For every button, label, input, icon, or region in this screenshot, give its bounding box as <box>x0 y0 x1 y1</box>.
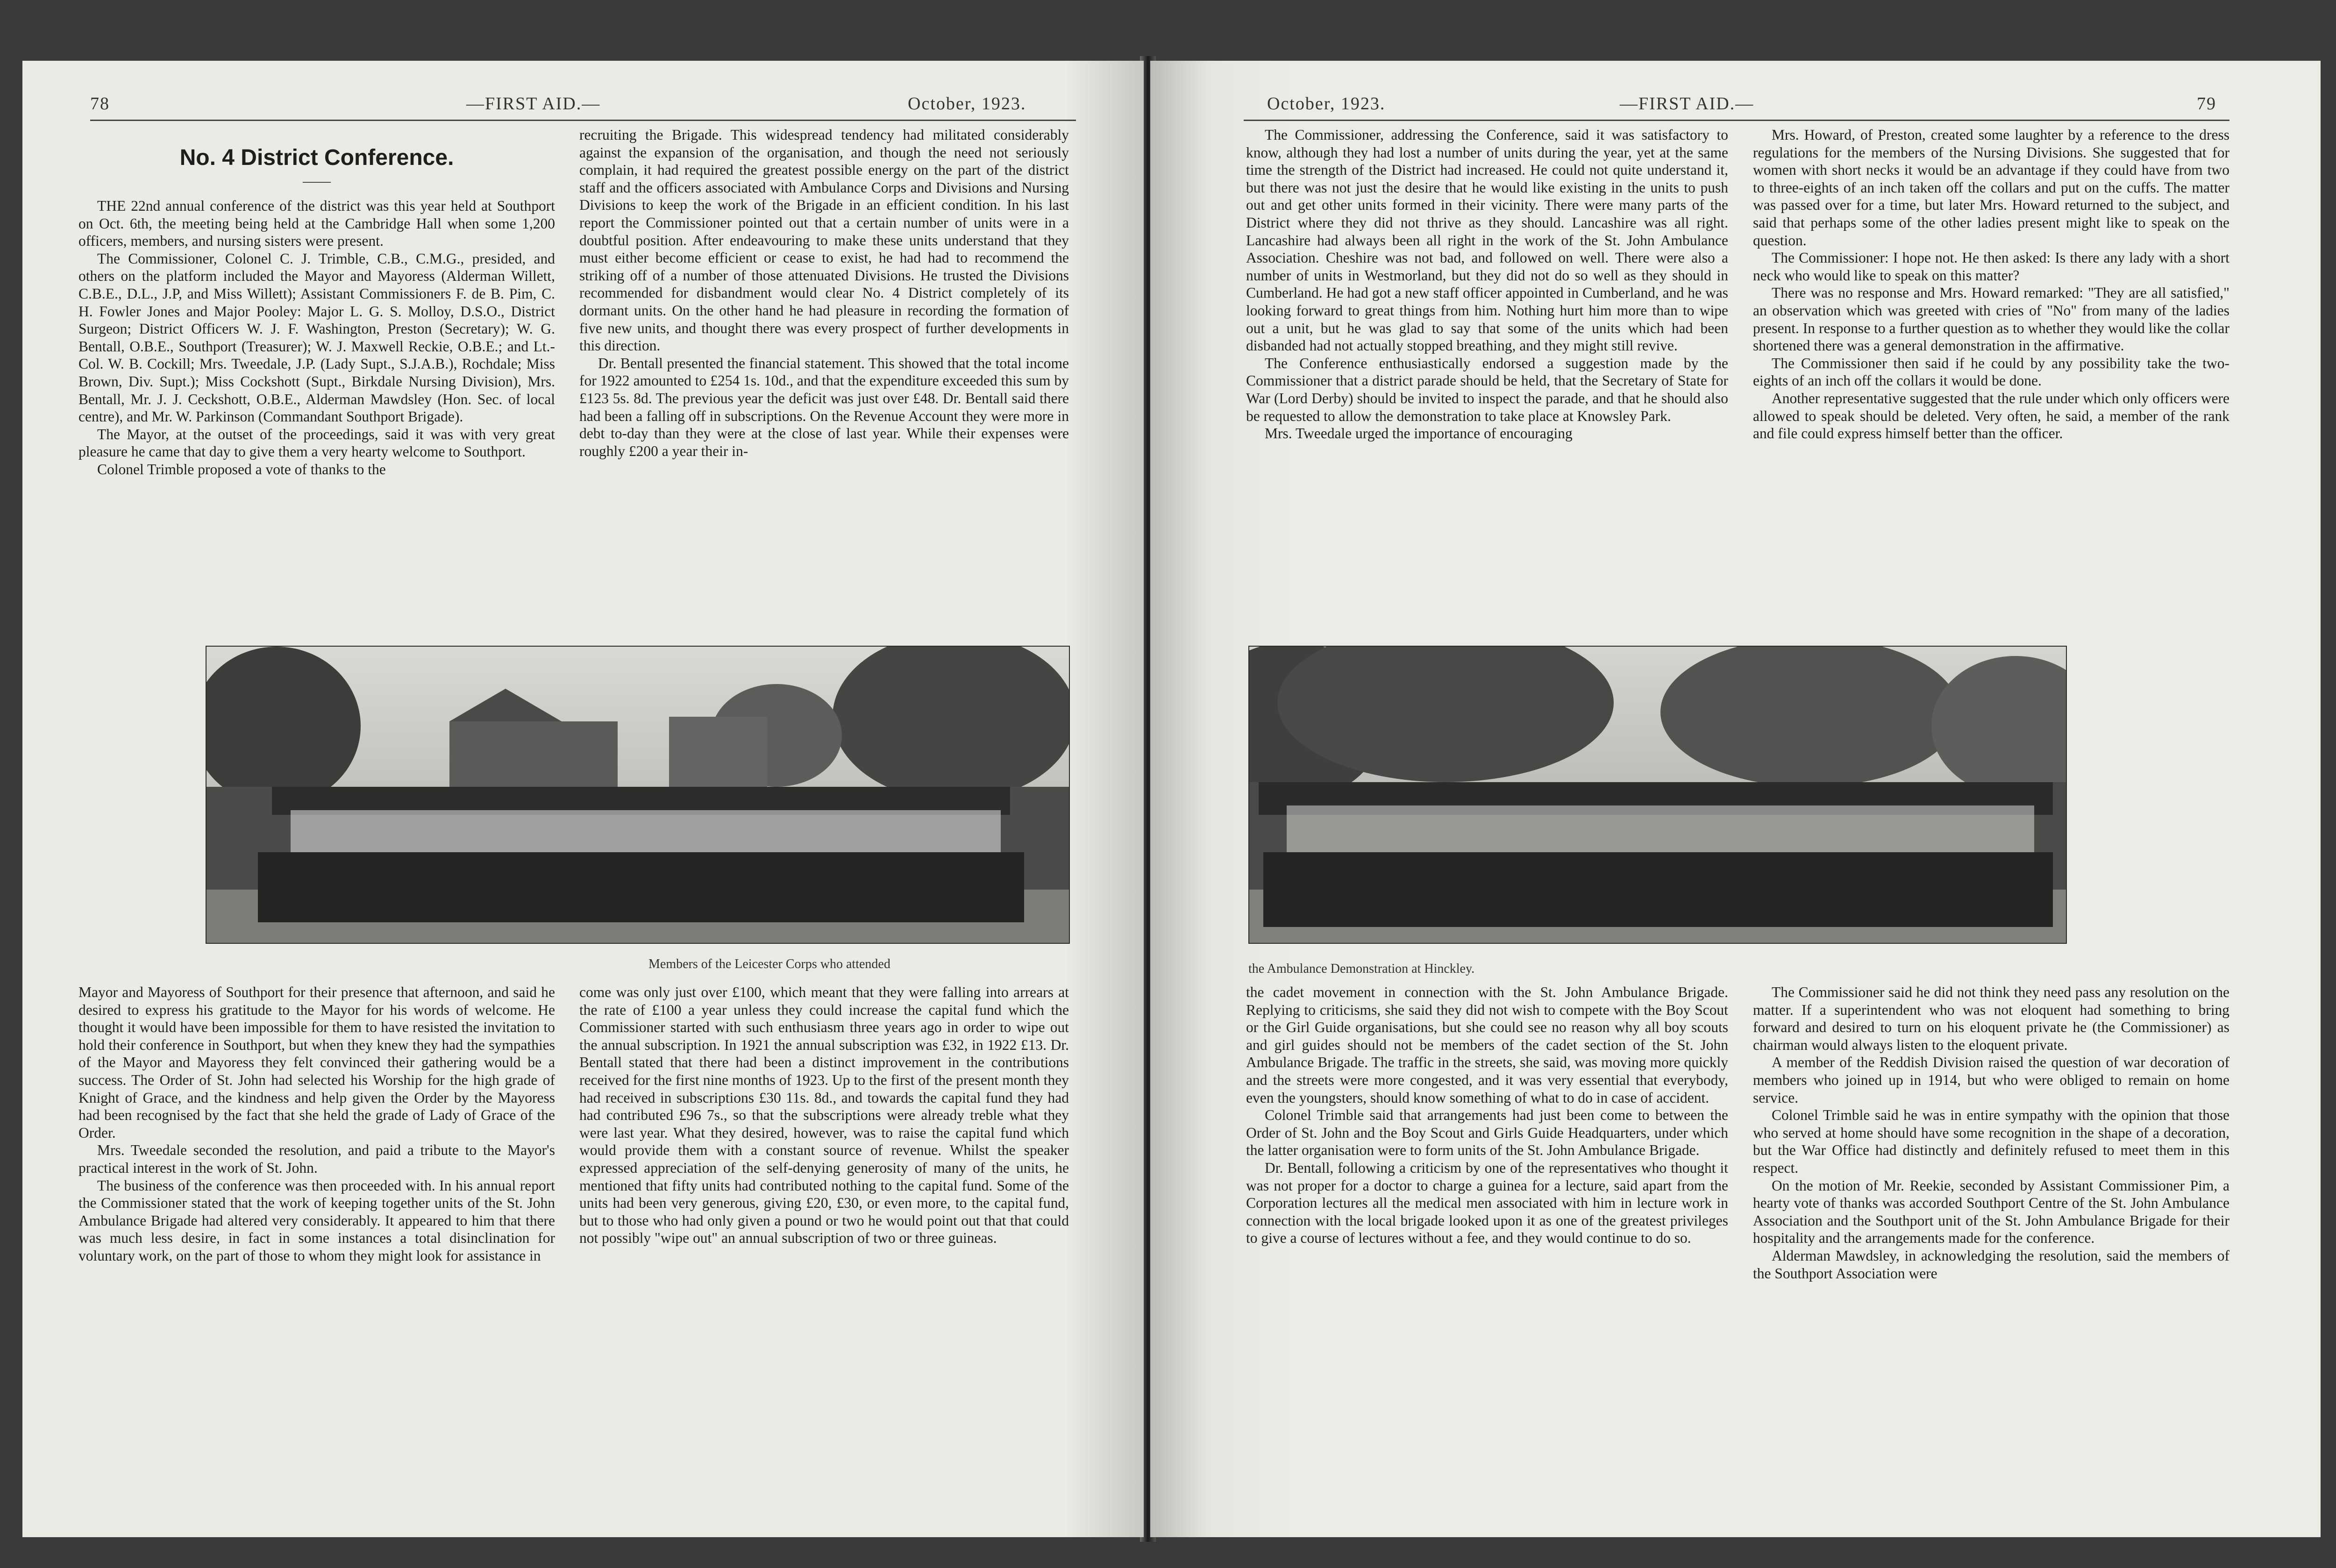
right-column-2-bottom <box>1753 984 2229 1282</box>
paragraph: The Commissioner said he did not think they need pass any resolution on the matter. If a superintendent who was not eloquent had something to bring forward and desired to turn on his eloquent private he (the Commissioner) as chairman would always listen to the eloquent private. <box>1753 984 2229 1053</box>
paragraph: recruiting the Brigade. This widespread tendency had militated considerably against the expansion of the organisation, and though the need not seriously complain, it had required the greatest possible energy on the part of the district staff and the officers associated with Ambulance Corps and Divisions and Nursing Divisions to keep the work of the Brigade in an efficient condition. In his last report the Commissioner pointed out that a certain number of units were in a doubtful position. After endeavouring to make these units understand that they must either become efficient or cease to exist, he had had to recommend the striking off of a number of those attenuated Divisions. He trusted the Divisions recommended for disbandment would clear No. 4 District completely of its dormant units. On the other hand he had pleasure in recording the formation of five new units, and thought there was every prospect of further developments in this direction. <box>579 127 1069 354</box>
running-title: —FIRST AID.— <box>1620 94 1754 114</box>
paragraph: The Conference enthusiastically endorsed a suggestion made by the Commissioner that a district parade should be held, that the Secretary of State for War (Lord Derby) should be invited to inspect the parade, and that he should also be requested to allow the demonstration to take place at Knowsley Park. <box>1246 355 1728 424</box>
left-column-1-top <box>78 140 555 478</box>
paragraph: Alderman Mawdsley, in acknowledging the resolution, said the members of the Southport Association were <box>1753 1247 2229 1282</box>
paragraph: A member of the Reddish Division raised the question of war decoration of members who joined up in 1914, but who were obliged to remain on home service. <box>1753 1054 2229 1106</box>
issue-date: October, 1923. <box>1267 94 1386 114</box>
paragraph: Dr. Bentall presented the financial statement. This showed that the total income for 1922 amounted to £254 1s. 10d., and that the expenditure exceeded this sum by £123 5s. 8d. The previous year the deficit was just over £48. Dr. Bentall said there had been a falling off in subscriptions. On the Revenue Account they were more in debt to-day than they were at the close of last year. While their expenses were roughly £200 a year their in- <box>579 355 1069 459</box>
article-title: No. 4 District Conference. <box>179 145 454 170</box>
left-column-1-bottom <box>78 984 555 1265</box>
left-column-2-bottom <box>579 984 1069 1247</box>
paragraph: Colonel Trimble said he was in entire sympathy with the opinion that those who served at home should have some recognition in the shape of a decoration, but the War Office had distinctly and definitely refused to meet them in this respect. <box>1753 1107 2229 1176</box>
paragraph: THE 22nd annual conference of the district was this year held at Southport on Oct. 6th, the meeting being held at the Cambridge Hall when some 1,200 officers, members, and nursing sisters were present. <box>78 198 555 249</box>
header-rule <box>1244 120 2229 121</box>
paragraph: Colonel Trimble said that arrangements had just been come to between the Order of St. John and the Boy Scout and Girls Guide Headquarters, under which the latter organisation were to form units of the St. John Ambulance Brigade. <box>1246 1107 1728 1159</box>
left-column-2-top <box>579 126 1069 460</box>
paragraph: come was only just over £100, which meant that they were falling into arrears at the rate of £100 a year unless they could increase the capital fund which the Commissioner started with such enthusiasm three years ago in order to wipe out the annual subscription. In 1921 the annual subscription was £32, in 1922 £13. Dr. Bentall stated that there had been a distinct improvement in the contributions received for the first nine months of 1923. Up to the first of the present month they had received in subscriptions £30 11s. 8d., and towards the capital fund they had had contributed £96 7s., so that the subscriptions were already treble what they were last year. What they desired, however, was to raise the capital fund which would provide them with a constant source of revenue. Whilst the speaker expressed appreciation of the self-denying generosity of many of the units, he mentioned that fifty units had contributed nothing to the capital fund. Some of the units had been very generous, giving £20, £30, or even more, to the capital fund, but to those who had only given a pound or two he would point out that that could not possibly "wipe out" an annual subscription of two or three guineas. <box>579 984 1069 1247</box>
paragraph: The Mayor, at the outset of the proceedings, said it was with very great pleasure he came that day to give them a very hearty welcome to Southport. <box>78 426 555 460</box>
left-page <box>22 61 1144 1537</box>
paragraph: The Commissioner: I hope not. He then asked: Is there any lady with a short neck who would like to speak on this matter? <box>1753 249 2229 284</box>
right-column-1-top <box>1246 126 1728 442</box>
right-column-1-bottom <box>1246 984 1728 1247</box>
title-rule: —— <box>303 173 331 189</box>
paragraph: The Commissioner, addressing the Conference, said it was satisfactory to know, although they had lost a number of units during the year, yet at the same time the strength of the District had increased. He could not quite understand it, but there was not just the desire that he would like existing in the units to push out and get other units formed in their vicinity. There were many parts of the District where they did not thrive as they should. Lancashire was all right. Lancashire had always been all right in the work of the St. John Ambulance Association. Cheshire was not bad, and followed on well. There were also a number of units in Westmorland, but they did not do so well as they should in Cumberland. He had got a new staff officer appointed in Cumberland, and he was looking forward to great things from him. Nothing hurt him more than to wipe out a unit, but he was glad to say that some of the units which had been disbanded had not actually stopped breathing, and they might still revive. <box>1246 127 1728 354</box>
paragraph: There was no response and Mrs. Howard remarked: "They are all satisfied," an observation which was greeted with cries of "No" from many of the ladies present. In response to a further question as to whether they would like the collar shortened there was a general demonstration in the affirmative. <box>1753 285 2229 354</box>
paragraph: Another representative suggested that the rule under which only officers were allowed to speak should be deleted. Very often, he said, a member of the rank and file could express himself better than the officer. <box>1753 390 2229 442</box>
paragraph: The business of the conference was then proceeded with. In his annual report the Commissioner stated that the work of keeping together units of the St. John Ambulance Brigade had altered very considerably. It appeared to him that there was much less desire, in fact in some instances a total disinclination for voluntary work, on the part of those to whom they might look for assistance in <box>78 1177 555 1264</box>
page-number: 78 <box>90 94 110 114</box>
paragraph: The Commissioner then said if he could by any possibility take the two-eights of an inch off the collars it would be done. <box>1753 355 2229 389</box>
paragraph: On the motion of Mr. Reekie, seconded by Assistant Commissioner Pim, a hearty vote of thanks was accorded Southport Centre of the St. John Ambulance Association and the Southport unit of the St. John Ambulance Brigade for their hospitality and the arrangements made for the conference. <box>1753 1177 2229 1247</box>
photo-caption-left: Members of the Leicester Corps who attended <box>648 957 890 971</box>
photo-caption-right: the Ambulance Demonstration at Hinckley. <box>1248 962 1475 976</box>
paragraph: The Commissioner, Colonel C. J. Trimble, C.B., C.M.G., presided, and others on the platform included the Mayor and Mayoress (Alderman Willett, C.B.E., D.L., J.P, and Miss Willett); Assistant Commissioners F. de B. Pim, C. H. Fowler Jones and Major Pooley: Major L. G. S. Molloy, D.S.O., District Surgeon; District Officers W. J. F. Washington, Preston (Secretary); W. G. Bentall, O.B.E., Southport (Treasurer); W. J. Maxwell Reckie, O.B.E.; and Lt.-Col. W. B. Cockill; Mrs. Tweedale, J.P. (Lady Supt., S.J.A.B.), Rochdale; Miss Brown, Div. Supt.); Miss Cockshott (Supt., Birkdale Nursing Division), Mrs. Bentall, Mr. J. J. Ceckshott, O.B.E., Alderman Mawdsley (Hon. Sec. of local centre), and Mr. W. Parkinson (Commandant Southport Brigade). <box>78 250 555 425</box>
paragraph: Mrs. Howard, of Preston, created some laughter by a reference to the dress regulations for the members of the Nursing Divisions. She suggested that for women with short necks it would be an advantage if they could have from two to three-eights of an inch taken off the collars and put on the cuffs. The matter was passed over for a time, but later Mrs. Howard returned to the subject, and said that perhaps some of the other ladies present might like to speak on the question. <box>1753 127 2229 249</box>
paragraph: Mrs. Tweedale seconded the resolution, and paid a tribute to the Mayor's practical interest in the work of St. John. <box>78 1142 555 1176</box>
header-rule <box>90 120 1076 121</box>
paragraph: Colonel Trimble proposed a vote of thanks to the <box>97 461 386 478</box>
paragraph: Mrs. Tweedale urged the importance of encouraging <box>1265 425 1573 442</box>
group-photo-leicester-corps <box>206 646 1070 944</box>
paragraph: the cadet movement in connection with the St. John Ambulance Brigade. Replying to criticisms, she said they did not wish to compete with the Boy Scout or the Girl Guide organisations, but she could see no reason why all boy scouts and girl guides should not be members of the cadet section of the St. John Ambulance Brigade. The traffic in the streets, she said, was moving more quickly and the streets were more congested, and it was very essential that everybody, even the youngsters, should know something of what to do in case of accident. <box>1246 984 1728 1106</box>
paragraph: Dr. Bentall, following a criticism by one of the representatives who thought it was not proper for a doctor to charge a guinea for a lecture, said apart from the Corporation lectures all the medical men associated with him in lecture work in connection with the local brigade looked upon it as one of the greatest privileges to give a course of lectures without a fee, and they would continue to do so. <box>1246 1159 1728 1247</box>
paragraph: Mayor and Mayoress of Southport for their presence that afternoon, and said he desired to express his gratitude to the Mayor for his words of welcome. He thought it would have been impossible for them to have resisted the invitation to hold their conference in Southport, but when they knew they had the sympathies of the Mayor and Mayoress they felt convinced their gathering would be a success. The Order of St. John had selected his Worship for the high grade of Knight of Grace, and the kindness and help given the Order by the Mayoress had been recognised by the fact that she held the grade of Lady of Grace of the Order. <box>78 984 555 1141</box>
group-photo-hinckley-demonstration <box>1248 646 2067 944</box>
right-page <box>1150 61 2321 1537</box>
page-number: 79 <box>2197 94 2216 114</box>
issue-date: October, 1923. <box>908 94 1026 114</box>
running-title: —FIRST AID.— <box>466 94 601 114</box>
right-column-2-top <box>1753 126 2229 442</box>
